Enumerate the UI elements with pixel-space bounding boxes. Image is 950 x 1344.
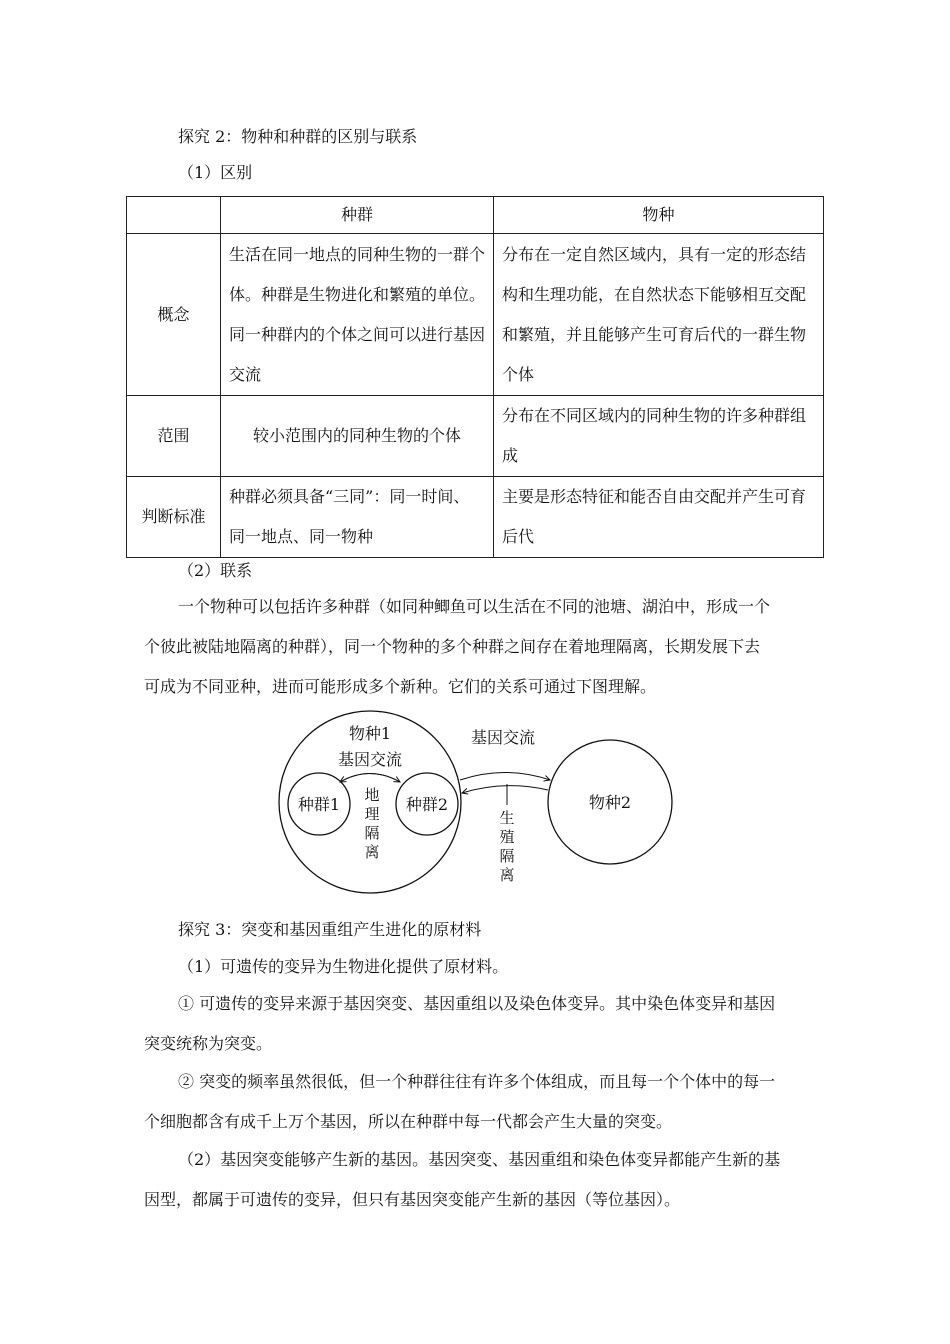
repro-isolation-char-3: 隔 — [499, 847, 515, 865]
row-label-concept: 概念 — [127, 234, 221, 396]
cell-species-criterion: 主要是形态特征和能否自由交配并产生可育后代 — [494, 477, 824, 558]
table-header-row — [127, 197, 824, 234]
species1-label: 物种1 — [348, 724, 392, 743]
table-header-empty — [127, 197, 221, 234]
geo-isolation-char-2: 理 — [364, 805, 380, 823]
section3-p4-line-2: 因型，都属于可遗传的变异，但只有基因突变能产生新的基因（等位基因）。 — [144, 1190, 681, 1209]
sub-heading-relation: （2）联系 — [178, 561, 253, 580]
row-label-range: 范围 — [127, 396, 221, 477]
table-header-species: 物种 — [494, 197, 824, 234]
section3-p2-line-1: ① 可遗传的变异来源于基因突变、基因重组以及染色体变异。其中染色体变异和基因 — [178, 994, 776, 1013]
section3-p3-line-2: 个细胞都含有成千上万个基因，所以在种群中每一代都会产生大量的突变。 — [144, 1112, 673, 1131]
gene-flow-inner-label: 基因交流 — [337, 750, 403, 769]
gene-flow-outer-arrow-forward — [460, 773, 550, 781]
gene-flow-inner-arrow-back — [340, 774, 400, 783]
population2-label: 种群2 — [405, 795, 449, 814]
relation-para-line-3: 可成为不同亚种，进而可能形成多个新种。它们的关系可通过下图理解。 — [144, 677, 657, 696]
cell-population-range: 较小范围内的同种生物的个体 — [221, 396, 494, 477]
section3-heading: 探究 3：突变和基因重组产生进化的原材料 — [178, 920, 482, 939]
population1-label: 种群1 — [297, 795, 341, 814]
relation-para-line-1: 一个物种可以包括许多种群（如同种鲫鱼可以生活在不同的池塘、湖泊中，形成一个 — [178, 597, 771, 616]
table-row — [127, 234, 824, 396]
table-row — [127, 396, 824, 477]
cell-population-concept: 生活在同一地点的同种生物的一群个体。种群是生物进化和繁殖的单位。同一种群内的个体之间可以进行基因交流 — [221, 234, 494, 396]
relation-para-line-2: 个彼此被陆地隔离的种群），同一个物种的多个种群之间存在着地理隔离，长期发展下去 — [144, 637, 761, 656]
section3-p3-line-1: ② 突变的频率虽然很低，但一个种群往往有许多个体组成，而且每一个个体中的每一 — [178, 1072, 776, 1091]
section3-p2-line-2: 突变统称为突变。 — [144, 1034, 273, 1053]
section2-heading: 探究 2：物种和种群的区别与联系 — [178, 127, 418, 146]
comparison-table — [126, 196, 824, 558]
cell-population-criterion: 种群必须具备“三同”：同一时间、同一地点、同一物种 — [221, 477, 494, 558]
section3-p4-line-1: （2）基因突变能够产生新的基因。基因突变、基因重组和染色体变异都能产生新的基 — [178, 1150, 781, 1169]
gene-flow-outer-arrow-back — [462, 786, 548, 793]
geo-isolation-char-1: 地 — [364, 786, 380, 804]
section3-p1: （1）可遗传的变异为生物进化提供了原材料。 — [178, 957, 509, 976]
gene-flow-outer-label: 基因交流 — [470, 728, 536, 747]
row-label-criterion: 判断标准 — [127, 477, 221, 558]
repro-isolation-char-1: 生 — [499, 809, 515, 827]
table-row — [127, 477, 824, 558]
species2-label: 物种2 — [588, 793, 632, 812]
repro-isolation-char-4: 离 — [499, 866, 515, 884]
repro-isolation-char-2: 殖 — [499, 828, 515, 846]
population-species-diagram — [0, 710, 950, 900]
cell-species-range: 分布在不同区域内的同种生物的许多种群组成 — [494, 396, 824, 477]
table-header-population: 种群 — [221, 197, 494, 234]
cell-species-concept: 分布在一定自然区域内，具有一定的形态结构和生理功能，在自然状态下能够相互交配和繁殖，并且能够产生可育后代的一群生物个体 — [494, 234, 824, 396]
sub-heading-difference: （1）区别 — [178, 163, 253, 182]
geo-isolation-char-4: 离 — [364, 843, 380, 861]
geo-isolation-char-3: 隔 — [364, 824, 380, 842]
